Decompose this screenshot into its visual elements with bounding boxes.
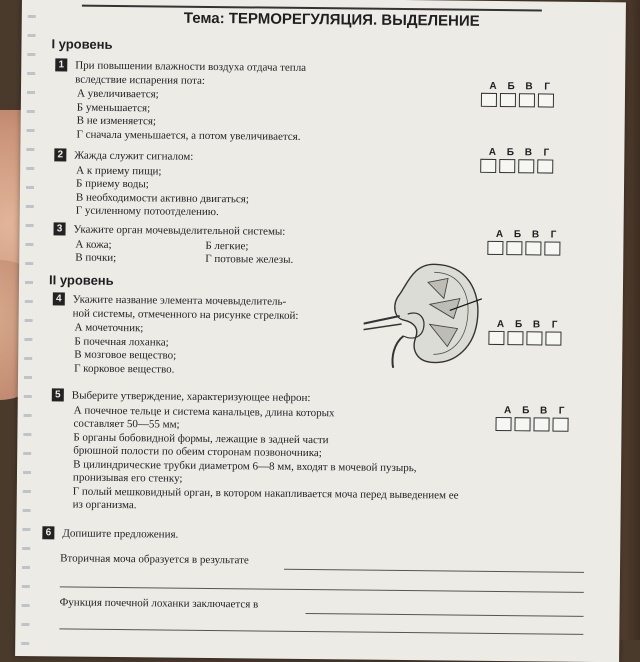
question-text: Укажите название элемента мочевыделитель- <box>72 293 287 308</box>
question-text-cont: вследствие испарения пота: <box>75 73 206 87</box>
answer-line-4[interactable] <box>59 628 583 634</box>
answer-line-1[interactable] <box>284 569 584 573</box>
answer-line-3[interactable] <box>306 613 584 617</box>
binding-holes <box>21 6 36 646</box>
option-c[interactable]: В мозговое вещество; <box>74 348 177 362</box>
option-a[interactable]: А кожа; <box>75 238 112 251</box>
option-c[interactable]: В цилиндрические трубки диаметром 6—8 мм, входят в мочевой пузырь, <box>73 458 417 474</box>
level-one-heading: I уровень <box>51 36 113 52</box>
worksheet <box>15 0 626 662</box>
option-b[interactable]: Б почечная лоханка; <box>74 335 169 349</box>
question-text: Жажда служит сигналом: <box>74 149 194 163</box>
question-text: Укажите орган мочевыделительной системы: <box>73 223 286 238</box>
option-d[interactable]: Г полый мешковидный орган, в котором накапливается моча перед выведением ее <box>72 485 459 502</box>
question-6 <box>42 526 582 546</box>
option-a-cont: составляет 50—55 мм; <box>73 417 180 431</box>
question-number: 6 <box>42 526 54 539</box>
option-d[interactable]: Г усиленному потоотделению. <box>75 204 219 219</box>
question-4 <box>52 292 373 378</box>
question-text: При повышении влажности воздуха отдача тепла <box>75 59 307 74</box>
question-text-cont: ной системы, отмеченного на рисунке стрелкой: <box>72 307 299 322</box>
answer-line-2[interactable] <box>60 586 584 592</box>
question-number: 5 <box>52 388 64 401</box>
option-a[interactable]: А почечное тельце и система канальцев, длина которых <box>73 404 335 419</box>
question-text: Выберите утверждение, характеризующее нефрон: <box>71 389 311 405</box>
question-text: Допишите предложения. <box>62 527 179 541</box>
question-number: 2 <box>54 148 66 161</box>
sentence-2: Функция почечной лоханки заключается в <box>59 596 259 611</box>
top-rule <box>82 0 542 11</box>
answer-box-1[interactable]: А Б В Г <box>481 81 554 108</box>
question-number: 3 <box>53 222 65 235</box>
option-d[interactable]: Г сначала уменьшается, а потом увеличивается. <box>76 128 301 143</box>
option-a[interactable]: А мочеточник; <box>74 321 144 335</box>
option-c[interactable]: В необходимости активно двигаться; <box>75 191 250 205</box>
answer-box-5[interactable]: А Б В Г <box>495 405 568 432</box>
option-c[interactable]: В не изменяется; <box>76 114 157 128</box>
option-b[interactable]: Б органы бобовидной формы, лежащие в задней части <box>73 431 329 446</box>
option-d-cont: из организма. <box>72 498 137 512</box>
option-b[interactable]: Б легкие; <box>205 239 249 252</box>
kidney-diagram <box>363 258 484 369</box>
answer-box-3[interactable]: А Б В Г <box>487 229 560 256</box>
question-number: 4 <box>53 292 65 305</box>
page-title: Тема: ТЕРМОРЕГУЛЯЦИЯ. ВЫДЕЛЕНИЕ <box>183 9 480 30</box>
option-c-cont: пронизывая его стенку; <box>72 471 183 485</box>
option-b-cont: брюшной полости по обеим сторонам позвоночника; <box>73 444 322 460</box>
option-d[interactable]: Г потовые железы. <box>205 252 294 266</box>
question-2 <box>54 148 475 222</box>
option-a[interactable]: А к приему пищи; <box>76 164 162 177</box>
level-two-heading: II уровень <box>48 272 114 288</box>
question-number: 1 <box>55 58 67 71</box>
option-d[interactable]: Г корковое вещество. <box>74 362 175 376</box>
option-b[interactable]: Б уменьшается; <box>76 101 151 114</box>
question-1 <box>54 58 475 145</box>
answer-box-4[interactable]: А Б В Г <box>488 319 561 346</box>
option-a[interactable]: А увеличивается; <box>76 87 159 101</box>
option-c[interactable]: В почки; <box>75 251 117 265</box>
answer-box-2[interactable]: А Б В Г <box>480 147 553 174</box>
option-b[interactable]: Б приему воды; <box>75 177 149 191</box>
sentence-1: Вторичная моча образуется в результате <box>60 552 249 567</box>
